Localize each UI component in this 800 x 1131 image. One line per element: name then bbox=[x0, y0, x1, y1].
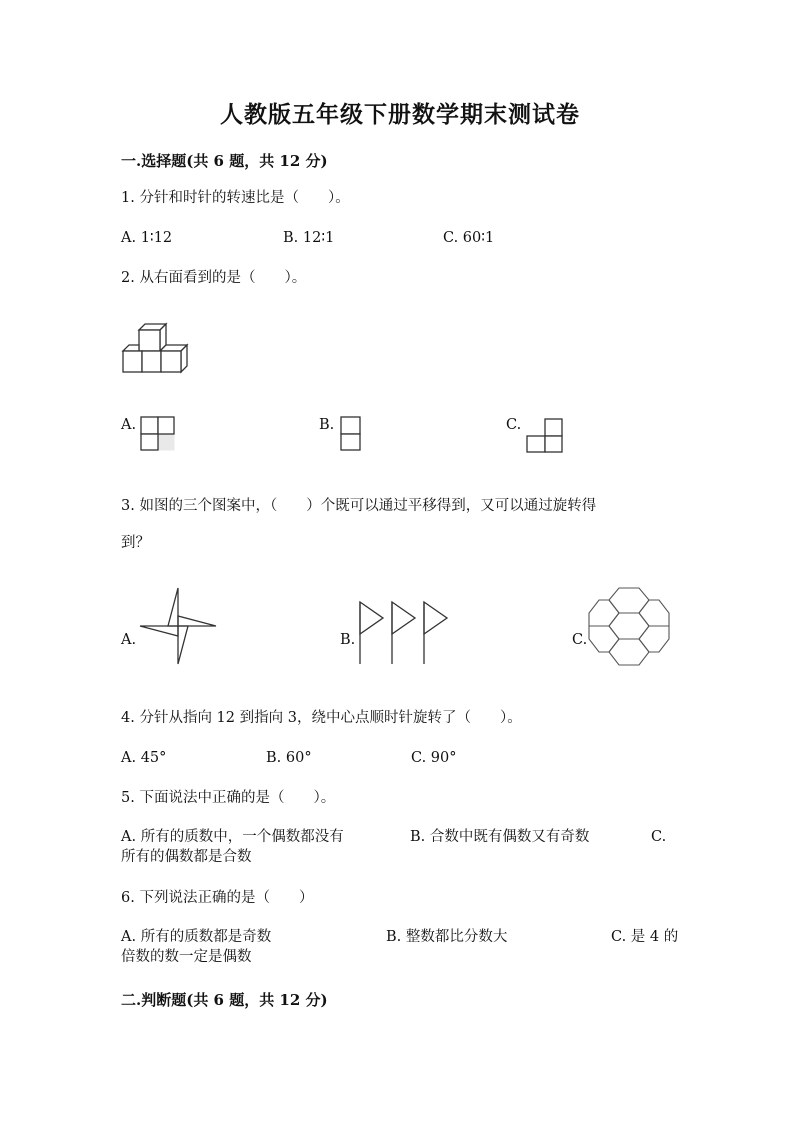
question-4-option-c: C. 90° bbox=[411, 750, 457, 766]
question-2-option-a: A. bbox=[121, 417, 137, 433]
question-6-stem: 6. 下列说法正确的是（ ） bbox=[121, 890, 314, 906]
question-5-option-b: B. 合数中既有偶数又有奇数 bbox=[410, 829, 590, 845]
question-4-stem: 4. 分针从指向 12 到指向 3，绕中心点顺时针旋转了（ ）。 bbox=[121, 710, 522, 726]
question-4-option-b: B. 60° bbox=[266, 750, 312, 766]
question-3-stem-line-2: 到？ bbox=[121, 535, 150, 551]
question-1-option-a: A. 1∶12 bbox=[121, 230, 173, 246]
question-5-option-c-text: 所有的偶数都是合数 bbox=[121, 849, 252, 865]
question-6-option-a: A. 所有的质数都是奇数 bbox=[121, 929, 272, 945]
question-1-stem: 1. 分针和时针的转速比是（ ）。 bbox=[121, 190, 350, 206]
question-4-option-a: A. 45° bbox=[121, 750, 167, 766]
question-2-stem: 2. 从右面看到的是（ ）。 bbox=[121, 270, 307, 286]
section-heading-choice: 一.选择题(共 6 题，共 12 分) bbox=[121, 152, 328, 170]
pinwheel-figure bbox=[138, 586, 220, 668]
question-3-option-c: C. bbox=[572, 632, 588, 648]
question-3-option-a: A. bbox=[121, 632, 137, 648]
question-3-stem-line-1: 3. 如图的三个图案中，（ ）个既可以通过平移得到，又可以通过旋转得 bbox=[121, 498, 597, 514]
question-2-option-b: B. bbox=[319, 417, 335, 433]
question-6-option-c: C. 是 4 的 bbox=[611, 929, 679, 945]
question-3-option-b: B. bbox=[340, 632, 356, 648]
option-b-view-figure bbox=[340, 416, 362, 452]
question-5-option-a: A. 所有的质数中，一个偶数都没有 bbox=[121, 829, 344, 845]
question-1-option-b: B. 12∶1 bbox=[283, 230, 335, 246]
hexagon-pattern-figure bbox=[588, 588, 670, 668]
option-a-view-figure bbox=[140, 416, 176, 452]
option-c-view-figure bbox=[526, 418, 564, 454]
question-1-option-c: C. 60∶1 bbox=[443, 230, 495, 246]
page-title: 人教版五年级下册数学期末测试卷 bbox=[220, 101, 580, 128]
question-5-option-c: C. bbox=[651, 829, 667, 845]
section-heading-judgement: 二.判断题(共 6 题，共 12 分) bbox=[121, 991, 328, 1009]
cube-stack-figure bbox=[121, 322, 191, 372]
question-6-option-b: B. 整数都比分数大 bbox=[386, 929, 508, 945]
question-6-option-c-text: 倍数的数一定是偶数 bbox=[121, 949, 252, 965]
three-flags-figure bbox=[355, 598, 455, 666]
question-5-stem: 5. 下面说法中正确的是（ ）。 bbox=[121, 790, 336, 806]
question-2-option-c: C. bbox=[506, 417, 522, 433]
